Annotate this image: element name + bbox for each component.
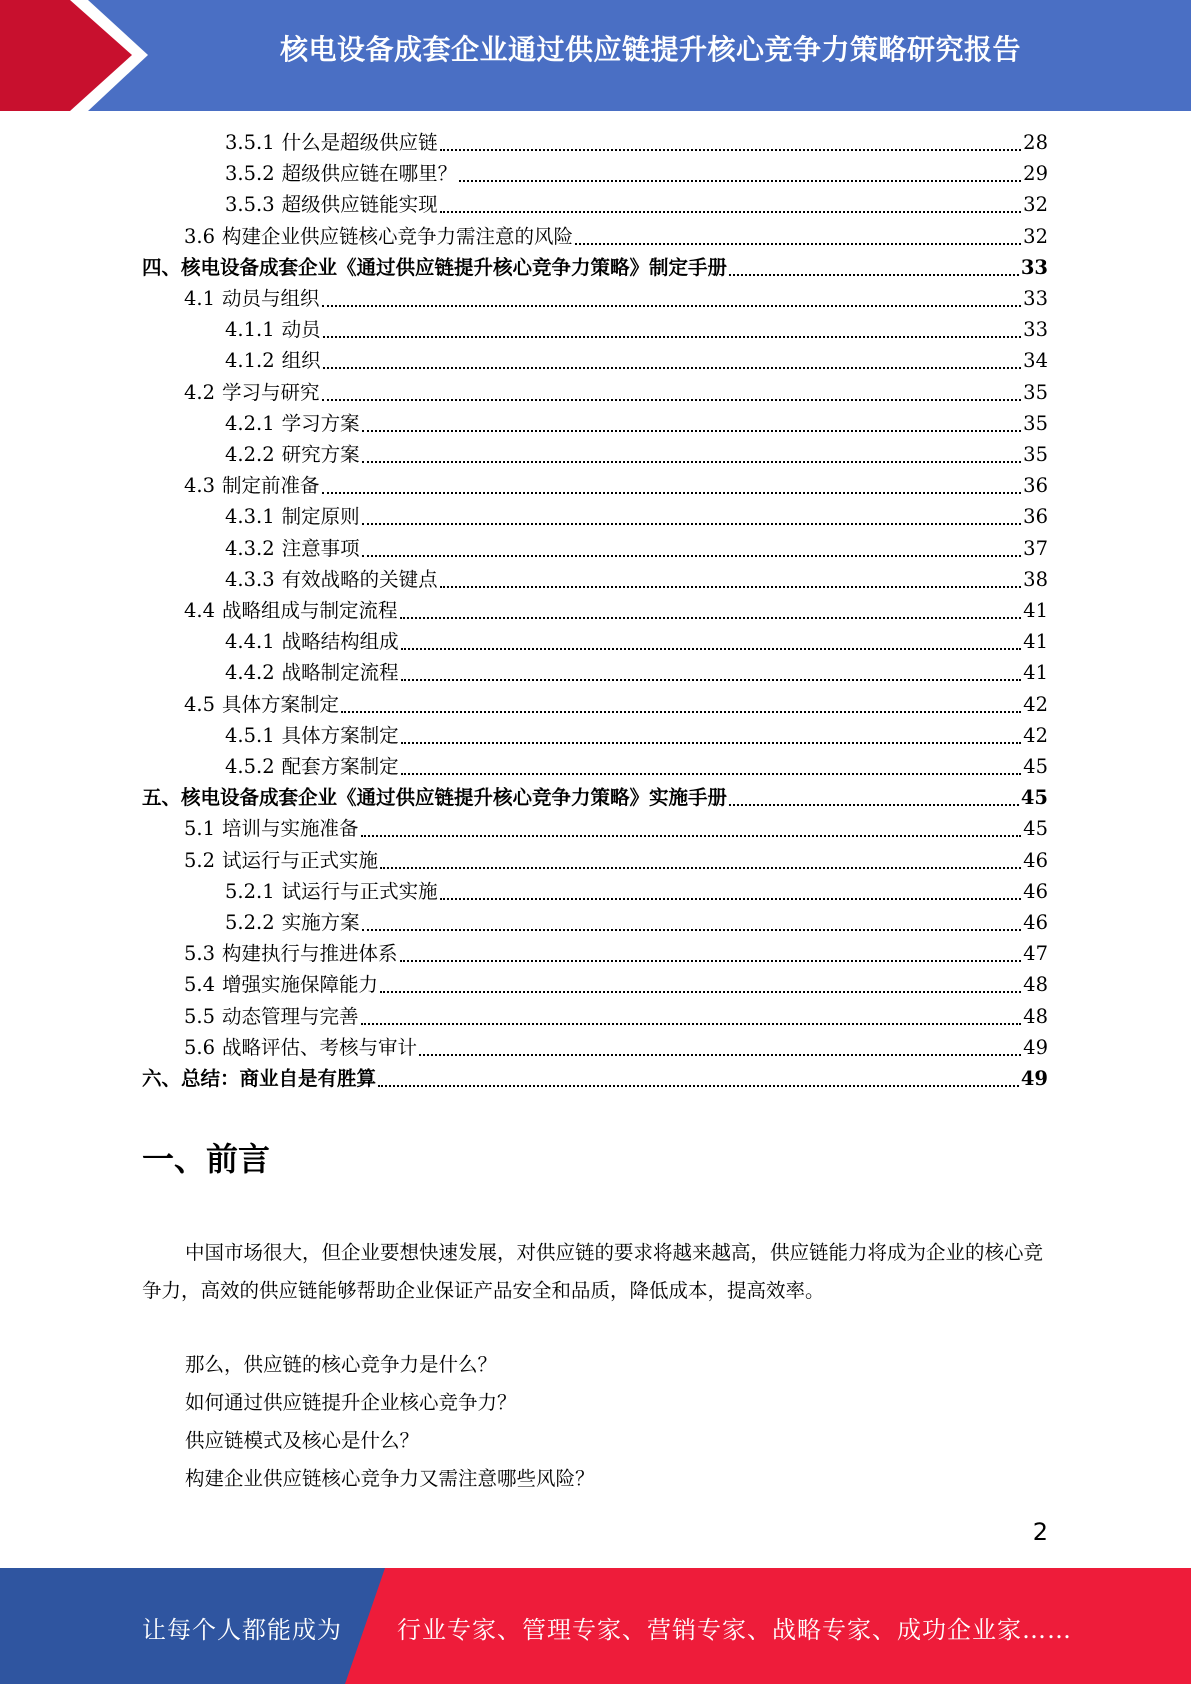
toc-entry-title: 培训与实施准备 bbox=[222, 817, 359, 841]
toc-entry-title: 配套方案制定 bbox=[281, 755, 399, 778]
toc-entry[interactable] bbox=[225, 439, 1048, 470]
footer-slogan-left: 让每个人都能成为 bbox=[142, 1616, 342, 1644]
toc-entry[interactable] bbox=[184, 845, 1048, 876]
toc-entry[interactable] bbox=[225, 751, 1048, 782]
toc-entry-title: 动员与组织 bbox=[222, 287, 320, 310]
toc-entry-title: 构建执行与推进体系 bbox=[222, 942, 398, 966]
toc-entry-title: 制定原则 bbox=[281, 505, 360, 529]
toc-entry-page: 45 bbox=[1020, 786, 1048, 810]
toc-entry-page: 35 bbox=[1023, 380, 1048, 404]
toc-dot-leader bbox=[440, 898, 1022, 900]
toc-dot-leader bbox=[361, 835, 1022, 837]
toc-entry-number: 4.1.2 bbox=[225, 349, 275, 373]
toc-entry[interactable] bbox=[225, 127, 1048, 158]
toc-entry-title: 核电设备成套企业《通过供应链提升核心竞争力策略》制定手册 bbox=[181, 255, 728, 279]
toc-entry-page: 33 bbox=[1023, 318, 1048, 342]
toc-entry-title: 注意事项 bbox=[281, 536, 360, 560]
toc-dot-leader bbox=[362, 929, 1022, 931]
toc-entry-title: 构建企业供应链核心竞争力需注意的风险 bbox=[222, 224, 574, 248]
toc-dot-leader bbox=[323, 367, 1022, 369]
toc-entry[interactable] bbox=[225, 314, 1048, 345]
toc-dot-leader bbox=[400, 960, 1022, 962]
toc-entry[interactable] bbox=[225, 720, 1048, 751]
toc-entry[interactable] bbox=[225, 501, 1048, 532]
toc-dot-leader bbox=[323, 336, 1022, 338]
toc-entry[interactable] bbox=[225, 345, 1048, 376]
toc-entry-number: 4.2.1 bbox=[225, 411, 275, 435]
toc-dot-leader bbox=[361, 1023, 1022, 1025]
toc-entry-page: 34 bbox=[1023, 349, 1048, 373]
toc-dot-leader bbox=[440, 586, 1022, 588]
toc-entry-page: 28 bbox=[1023, 131, 1048, 154]
toc-entry-page: 42 bbox=[1023, 723, 1048, 747]
toc-entry-page: 33 bbox=[1020, 255, 1048, 279]
toc-entry-page: 37 bbox=[1023, 536, 1048, 560]
toc-entry-number: 4.4 bbox=[184, 599, 216, 622]
toc-entry-number: 四、 bbox=[142, 255, 182, 279]
toc-dot-leader bbox=[419, 1054, 1021, 1056]
toc-entry-title: 实施方案 bbox=[281, 911, 360, 934]
toc-entry[interactable] bbox=[225, 533, 1048, 564]
toc-entry[interactable] bbox=[184, 1001, 1048, 1032]
toc-entry-page: 35 bbox=[1023, 411, 1048, 435]
toc-entry-number: 3.5.3 bbox=[225, 193, 275, 217]
toc-entry-page: 46 bbox=[1023, 848, 1048, 872]
toc-entry[interactable] bbox=[142, 1063, 1048, 1094]
toc-entry[interactable] bbox=[225, 158, 1048, 189]
toc-entry-number: 4.1 bbox=[184, 287, 216, 310]
toc-entry-title: 核电设备成套企业《通过供应链提升核心竞争力策略》实施手册 bbox=[181, 786, 728, 810]
toc-entry-number: 4.4.1 bbox=[225, 630, 275, 654]
toc-entry-page: 36 bbox=[1023, 474, 1048, 498]
toc-entry-number: 4.3.3 bbox=[225, 567, 275, 591]
toc-entry-number: 3.5.1 bbox=[225, 131, 275, 154]
toc-entry[interactable] bbox=[184, 689, 1048, 720]
toc-entry-number: 4.5.2 bbox=[225, 755, 275, 778]
toc-entry[interactable] bbox=[184, 1032, 1048, 1063]
toc-entry-number: 5.1 bbox=[184, 817, 216, 841]
page-footer bbox=[0, 1568, 1191, 1684]
toc-entry-number: 五、 bbox=[142, 786, 182, 810]
toc-entry-page: 47 bbox=[1023, 942, 1048, 966]
page-number: 2 bbox=[1032, 1518, 1048, 1546]
toc-entry-title: 学习与研究 bbox=[222, 380, 320, 404]
toc-entry-number: 4.2.2 bbox=[225, 443, 275, 466]
toc-entry[interactable] bbox=[184, 221, 1048, 252]
toc-entry-page: 48 bbox=[1023, 973, 1048, 997]
header-arrow-icon bbox=[0, 0, 160, 111]
toc-entry-number: 4.3 bbox=[184, 474, 216, 498]
toc-entry-number: 5.2 bbox=[184, 848, 216, 872]
toc-entry-page: 45 bbox=[1023, 817, 1048, 841]
page-header bbox=[0, 0, 1191, 111]
question-item: 如何通过供应链提升企业核心竞争力？ bbox=[185, 1391, 517, 1414]
toc-dot-leader bbox=[401, 679, 1022, 681]
toc-entry-title: 动态管理与完善 bbox=[222, 1004, 359, 1028]
toc-dot-leader bbox=[362, 523, 1022, 525]
toc-entry-page: 38 bbox=[1023, 567, 1048, 591]
toc-dot-leader bbox=[401, 648, 1022, 650]
toc-dot-leader bbox=[401, 742, 1022, 744]
toc-dot-leader bbox=[322, 399, 1022, 401]
toc-dot-leader bbox=[729, 274, 1019, 276]
toc-entry-number: 4.3.1 bbox=[225, 505, 275, 529]
toc-entry-page: 46 bbox=[1023, 879, 1048, 903]
toc-entry[interactable] bbox=[184, 969, 1048, 1000]
question-item: 供应链模式及核心是什么？ bbox=[185, 1429, 420, 1452]
toc-dot-leader bbox=[322, 305, 1022, 307]
toc-entry-number: 3.6 bbox=[184, 224, 216, 248]
toc-entry[interactable] bbox=[225, 564, 1048, 595]
toc-dot-leader bbox=[729, 804, 1019, 806]
toc-dot-leader bbox=[575, 243, 1021, 245]
toc-entry-number: 4.5.1 bbox=[225, 723, 275, 747]
toc-entry-number: 4.3.2 bbox=[225, 536, 275, 560]
toc-entry-number: 4.5 bbox=[184, 692, 216, 716]
toc-dot-leader bbox=[459, 180, 1021, 182]
toc-entry-page: 32 bbox=[1023, 193, 1048, 217]
toc-entry-number: 3.5.2 bbox=[225, 162, 275, 186]
toc-dot-leader bbox=[380, 867, 1021, 869]
toc-entry[interactable] bbox=[184, 377, 1048, 408]
toc-entry-number: 5.2.1 bbox=[225, 879, 275, 903]
toc-entry[interactable] bbox=[225, 876, 1048, 907]
toc-entry-number: 4.1.1 bbox=[225, 318, 275, 342]
toc-entry-page: 46 bbox=[1023, 911, 1048, 934]
toc-dot-leader bbox=[380, 991, 1021, 993]
toc-dot-leader bbox=[440, 211, 1022, 213]
toc-entry-title: 试运行与正式实施 bbox=[222, 848, 379, 872]
toc-entry[interactable] bbox=[184, 470, 1048, 501]
toc-entry[interactable] bbox=[184, 813, 1048, 844]
toc-entry[interactable] bbox=[142, 782, 1048, 813]
toc-entry-page: 41 bbox=[1023, 630, 1048, 654]
toc-dot-leader bbox=[378, 1085, 1019, 1087]
intro-paragraph: 中国市场很大，但企业要想快速发展，对供应链的要求将越来越高，供应链能力将成为企业的核心竞争力，高效的供应链能够帮助企业保证产品安全和品质，降低成本，提高效率。 bbox=[142, 1241, 1044, 1302]
toc-entry-page: 49 bbox=[1020, 1067, 1048, 1090]
toc-dot-leader bbox=[362, 430, 1022, 432]
toc-entry-number: 5.2.2 bbox=[225, 911, 275, 934]
header-title: 核电设备成套企业通过供应链提升核心竞争力策略研究报告 bbox=[279, 33, 1021, 66]
footer-slogan-right: 行业专家、管理专家、营销专家、战略专家、成功企业家…… bbox=[397, 1616, 1072, 1644]
toc-entry-page: 35 bbox=[1023, 443, 1048, 466]
toc-entry-title: 组织 bbox=[281, 349, 321, 373]
question-item: 构建企业供应链核心竞争力又需注意哪些风险？ bbox=[185, 1467, 595, 1490]
toc-dot-leader bbox=[341, 711, 1021, 713]
toc-entry[interactable] bbox=[184, 595, 1048, 626]
toc-entry-page: 48 bbox=[1023, 1004, 1048, 1028]
toc-dot-leader bbox=[401, 773, 1022, 775]
toc-entry-title: 有效战略的关键点 bbox=[281, 567, 438, 591]
toc-entry-number: 六、 bbox=[142, 1067, 182, 1090]
toc-entry[interactable] bbox=[225, 907, 1048, 938]
toc-entry-page: 41 bbox=[1023, 599, 1048, 622]
section-heading: 一、前言 bbox=[142, 1140, 271, 1178]
toc-entry[interactable] bbox=[225, 626, 1048, 657]
question-item: 那么，供应链的核心竞争力是什么？ bbox=[185, 1353, 498, 1376]
toc-entry-page: 41 bbox=[1023, 661, 1048, 685]
toc-entry-number: 5.4 bbox=[184, 973, 216, 997]
toc-entry-page: 29 bbox=[1023, 162, 1048, 186]
toc-entry-number: 5.5 bbox=[184, 1004, 216, 1028]
toc-entry-page: 45 bbox=[1023, 755, 1048, 778]
toc-entry-title: 具体方案制定 bbox=[222, 692, 340, 716]
toc-entry-title: 试运行与正式实施 bbox=[281, 879, 438, 903]
toc-entry-title: 战略组成与制定流程 bbox=[222, 599, 398, 622]
toc-entry[interactable] bbox=[184, 938, 1048, 969]
toc-entry-page: 42 bbox=[1023, 692, 1048, 716]
toc-dot-leader bbox=[322, 492, 1022, 494]
toc-entry-page: 49 bbox=[1023, 1035, 1048, 1059]
toc-dot-leader bbox=[362, 461, 1022, 463]
toc-entry[interactable] bbox=[142, 252, 1048, 283]
toc-entry-title: 增强实施保障能力 bbox=[222, 973, 379, 997]
toc-entry-title: 战略制定流程 bbox=[281, 661, 399, 685]
toc-entry-number: 4.2 bbox=[184, 380, 216, 404]
toc-entry[interactable] bbox=[225, 408, 1048, 439]
toc-entry-title: 动员 bbox=[281, 318, 321, 342]
toc-entry-page: 32 bbox=[1023, 224, 1048, 248]
toc-entry-page: 36 bbox=[1023, 505, 1048, 529]
toc-entry[interactable] bbox=[184, 283, 1048, 314]
toc-entry-title: 超级供应链在哪里？ bbox=[281, 162, 458, 186]
toc-entry-title: 超级供应链能实现 bbox=[281, 193, 438, 217]
toc-dot-leader bbox=[400, 617, 1022, 619]
toc-entry-title: 总结：商业自是有胜算 bbox=[181, 1067, 377, 1090]
toc-entry-title: 研究方案 bbox=[281, 443, 360, 466]
toc-entry-number: 4.4.2 bbox=[225, 661, 275, 685]
toc-entry-title: 学习方案 bbox=[281, 411, 360, 435]
toc-entry[interactable] bbox=[225, 189, 1048, 220]
toc-entry-number: 5.6 bbox=[184, 1035, 216, 1059]
toc-entry-title: 战略结构组成 bbox=[281, 630, 399, 654]
toc-entry[interactable] bbox=[225, 657, 1048, 688]
toc-entry-title: 战略评估、考核与审计 bbox=[222, 1035, 418, 1059]
toc-dot-leader bbox=[362, 555, 1022, 557]
toc-entry-title: 具体方案制定 bbox=[281, 723, 399, 747]
toc-entry-number: 5.3 bbox=[184, 942, 216, 966]
toc-entry-page: 33 bbox=[1023, 287, 1048, 310]
toc-entry-title: 制定前准备 bbox=[222, 474, 320, 498]
toc-dot-leader bbox=[440, 149, 1022, 151]
toc-entry-title: 什么是超级供应链 bbox=[281, 131, 438, 154]
